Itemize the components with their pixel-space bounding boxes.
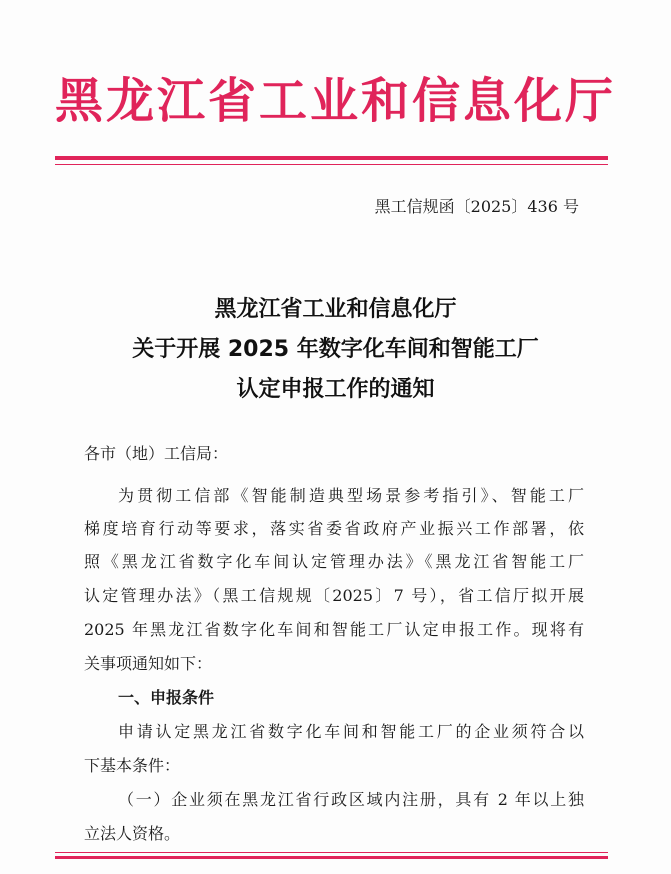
item-line-1: （一）企业须在黑龙江省行政区域内注册，具有 2 年以上独 (118, 790, 584, 809)
header-red-rule-thin (55, 164, 608, 165)
document-number: 黑工信规函〔2025〕436 号 (374, 197, 579, 216)
notice-title-line-2: 关于开展 2025 年数字化车间和智能工厂 (132, 337, 539, 362)
section-heading: 一、申报条件 (118, 688, 215, 707)
notice-title-line-3: 认定申报工作的通知 (236, 377, 435, 402)
footer-red-rule-thick (55, 856, 608, 859)
notice-title-line-1: 黑龙江省工业和信息化厅 (214, 297, 457, 322)
body-line-4: 认定管理办法》（黑工信规规〔2025〕7 号），省工信厅拟开展 (84, 586, 584, 605)
org-header-title: 黑龙江省工业和信息化厅 (54, 73, 616, 129)
header-red-rule-thick (55, 156, 608, 160)
body-line-2: 梯度培育行动等要求，落实省委省政府产业振兴工作部署，依 (84, 519, 584, 538)
item-line-2: 立法人资格。 (84, 824, 181, 843)
body-line-6: 关事项通知如下： (84, 654, 213, 673)
body-line-1: 为贯彻工信部《智能制造典型场景参考指引》、智能工厂 (118, 486, 584, 505)
salutation: 各市（地）工信局： (84, 444, 229, 463)
footer-red-rule-thin (55, 852, 608, 853)
body-line-3: 照《黑龙江省数字化车间认定管理办法》《黑龙江省智能工厂 (84, 552, 584, 571)
condition-line-1: 申请认定黑龙江省数字化车间和智能工厂的企业须符合以 (118, 722, 584, 741)
body-line-5: 2025 年黑龙江省数字化车间和智能工厂认定申报工作。现将有 (84, 620, 584, 639)
condition-line-2: 下基本条件： (84, 756, 181, 775)
